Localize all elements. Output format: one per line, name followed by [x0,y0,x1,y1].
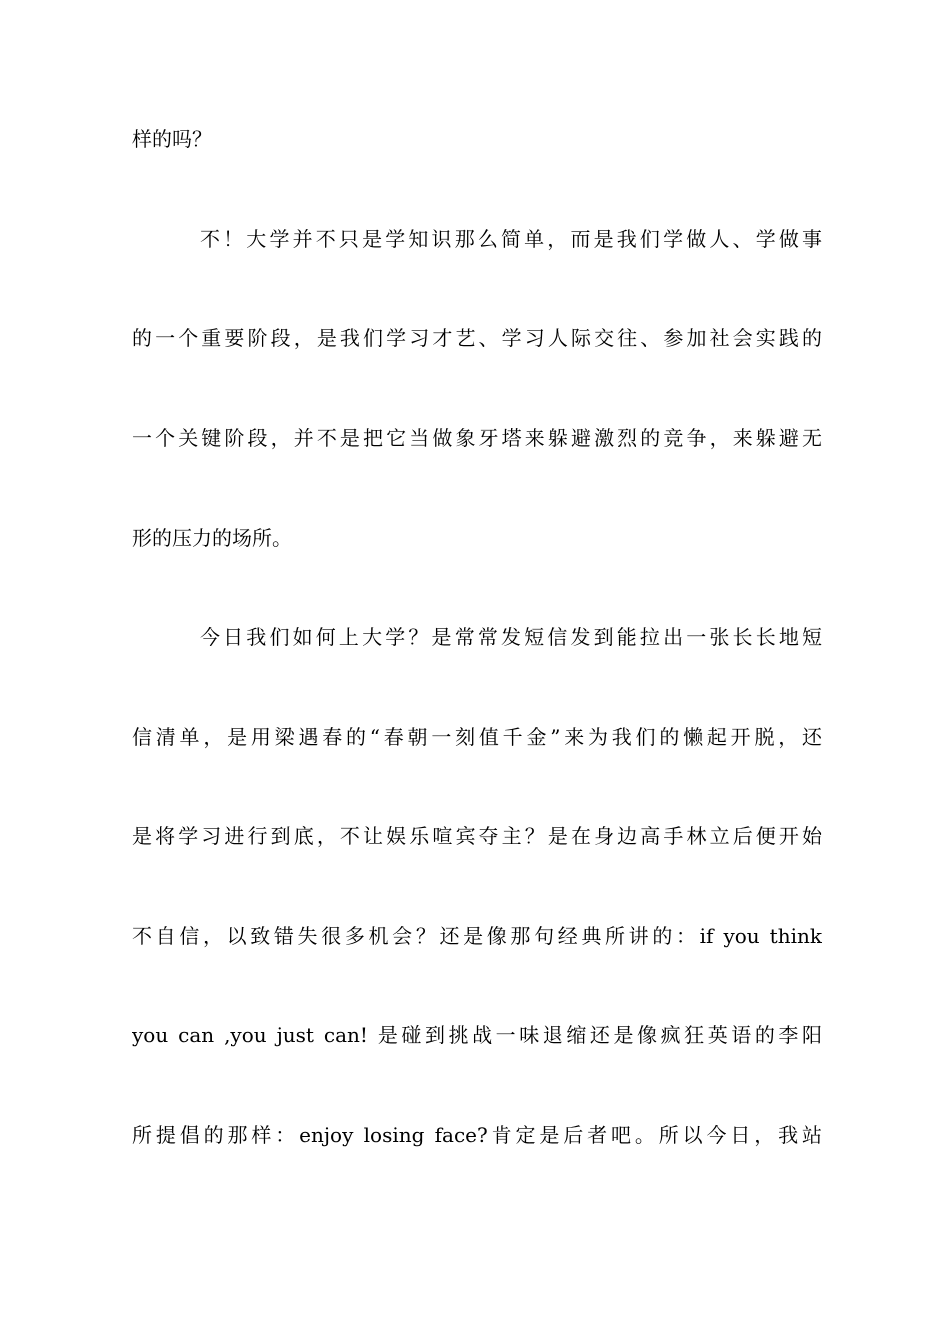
paragraph-3-line-6: 所提倡的那样：enjoy losing face?肯定是后者吧。所以今日，我站 [132,1123,822,1147]
paragraph-3-line-1: 今日我们如何上大学？是常常发短信发到能拉出一张长长地短 [200,625,822,649]
paragraph-2-line-4: 形的压力的场所。 [132,526,292,550]
paragraph-3-line-2: 信清单，是用梁遇春的“春朝一刻值千金”来为我们的懒起开脱，还 [132,725,822,749]
paragraph-2-line-1: 不！大学并不只是学知识那么简单，而是我们学做人、学做事 [200,227,822,251]
paragraph-3-line-5: you can ,you just can! 是碰到挑战一味退缩还是像疯狂英语的李阳 [132,1023,822,1047]
paragraph-2-line-3: 一个关键阶段，并不是把它当做象牙塔来躲避激烈的竞争，来躲避无 [132,426,822,450]
paragraph-3-line-3: 是将学习进行到底，不让娱乐喧宾夺主？是在身边高手林立后便开始 [132,824,822,848]
text-line-1: 样的吗？ [132,127,212,151]
paragraph-3-line-4: 不自信，以致错失很多机会？还是像那句经典所讲的：if you think [132,924,822,948]
paragraph-2-line-2: 的一个重要阶段，是我们学习才艺、学习人际交往、参加社会实践的 [132,326,822,350]
